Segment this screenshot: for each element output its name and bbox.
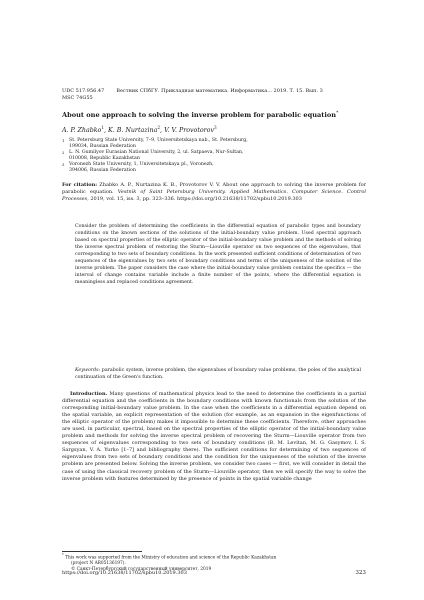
affiliation-line: St. Petersburg State University, 7–9, Universitetskaya nab., St. Petersburg, [69,138,248,143]
footnote-text-continued: (project N AR05136197). [71,561,126,567]
footnote-mark: * [62,553,64,557]
paper-title-text: About one approach to solving the inverse problem for parabolic equation [62,111,337,120]
affiliation [62,150,362,162]
introduction-text: Many questions of mathematical physics lead to the need to determine the coefficients in a partial differential equation and the coefficients in the boundary conditions with known functionals from the solution of the corresponding initial-boundary value problem. In the case when the coefficients in a differential equation depend on the spatial variable, an explicit representation of the solution (for example, as an expansion in the eigenfunctions of the elliptic operator of the problem) makes it impossible to determine these coefficients. Therefore, other approaches are used, in particular, spectral, based on the spectral properties of the elliptic operator of the initial-boundary value problem and methods for solving the inverse spectral problem of recovering the Sturm—Liouville operator from two sequences of eigenvalues corresponding to two sets of boundary conditions (B. M. Levitan, M. G. Gasymov, I. S. Sargsyan, V. A. Yurko [1–7] and bibliography there). The sufficient conditions for determining of two sequences of eigenvalues from two sets of boundary conditions and the condition for the uniqueness of the solution of the inverse problem are presented below. Solving the inverse problem, we consider two cases — first, we will consider in detail the case of using the classical recovery problem of the Sturm—Liouville operator, then we will specify the way to solve the inverse problem with features determined by the presence of points in the spatial variable change [62,391,366,482]
msc-code: MSC 74G55 [62,95,93,101]
affiliation [62,162,362,174]
footnote-divider [62,551,142,552]
author: K. B. Nurtazina [108,127,158,135]
affiliation [62,138,362,150]
author: V. V. Provotorov [164,127,215,135]
author-affil-mark: 2 [157,125,161,130]
author: A. P. Zhabko [62,127,102,135]
affiliation-line: Voronezh State University, 1, Universitetskaya pl., Voronezh, [69,161,214,167]
introduction-heading: Introduction. [70,391,108,397]
citation-authors: Zhabko A. P., Nurtazina K. B., Provotorov V. V. About one approach to solving the inverse problem for parabolic equation. [62,182,366,195]
title-footnote-mark: * [336,111,339,116]
author-affil-mark: 1 [101,125,105,130]
citation-block [62,182,366,203]
keywords [75,367,361,381]
affiliation-line: 199034, Russian Federation [69,143,136,149]
introduction-paragraph [62,391,366,483]
keywords-text: parabolic system, inverse problem, the eigenvalues of boundary value problems, the poles of the analytical continuation of the Green's function. [75,368,361,381]
affiliation-line: L. N. Gumilyov Eurasian National University, 2, ul. Satpaeva, Nur-Sultan, [69,149,244,155]
journal-running-title: Вестник СПбГУ. Прикладная математика. Информатика... 2019. Т. 15. Вып. 3 [116,88,323,94]
affiliation-number: 2 [62,149,65,155]
citation-details: , 2019, vol. 15, iss. 3, pp. 323–336. https://doi.org/10.21638/11702/spbu10.2019.303 [87,196,302,202]
footnote-text: This work was supported from the Ministry of education and science of the Republic Kazakhstan [65,555,277,561]
paper-title [62,111,372,119]
affiliation-number: 1 [62,138,65,143]
author-separator: , [160,127,165,135]
page-footer [62,570,366,576]
affiliations [62,138,362,173]
abstract: Consider the problem of determining the coefficients in the differential equation of parabolic types and boundary conditions on the known sections of the solutions of the initial-boundary value problem. Used spectral approach based on spectral properties of the elliptic operator of the initial-boundary value problem and the methods of solving the inverse spectral problem of restoring the Sturm—Liouville operator on two sequences of the eigenvalues, that corresponding to two sets of boundary conditions. In the work presented sufficient conditions of determination of two sequences of the eigenvalues by two sets of boundary conditions and terms of the uniqueness of the solution of the inverse problem. The paper considers the case where the initial-boundary value problem contains the specifics — the interval of change contains variable include a finite number of the points, where the differential equation is meaningless and replaced conditions agreement. [75,224,361,286]
author-list [62,125,372,134]
citation-label: For citation: [62,182,98,188]
header-block [62,88,372,102]
affiliation-line: 394006, Russian Federation [69,167,136,173]
author-affil-mark: 3 [214,125,217,130]
doi-link[interactable]: https://doi.org/10.21638/11702/spbu10.2019.303 [62,570,187,576]
affiliation-line: 010008, Republic Kazakhstan [69,155,140,161]
author-separator: , [104,127,109,135]
citation-journal: Vestnik of Saint Petersburg University. Applied Mathematics. Computer Science. Control Processes [62,189,366,202]
udc-code: UDC 517.956.47 [62,88,105,94]
copyright-line: © Санкт-Петербургский государственный университет, 2019 [71,566,212,572]
affiliation-number: 3 [62,161,65,167]
keywords-label: Keywords: [75,368,101,373]
page-number: 323 [355,570,366,576]
